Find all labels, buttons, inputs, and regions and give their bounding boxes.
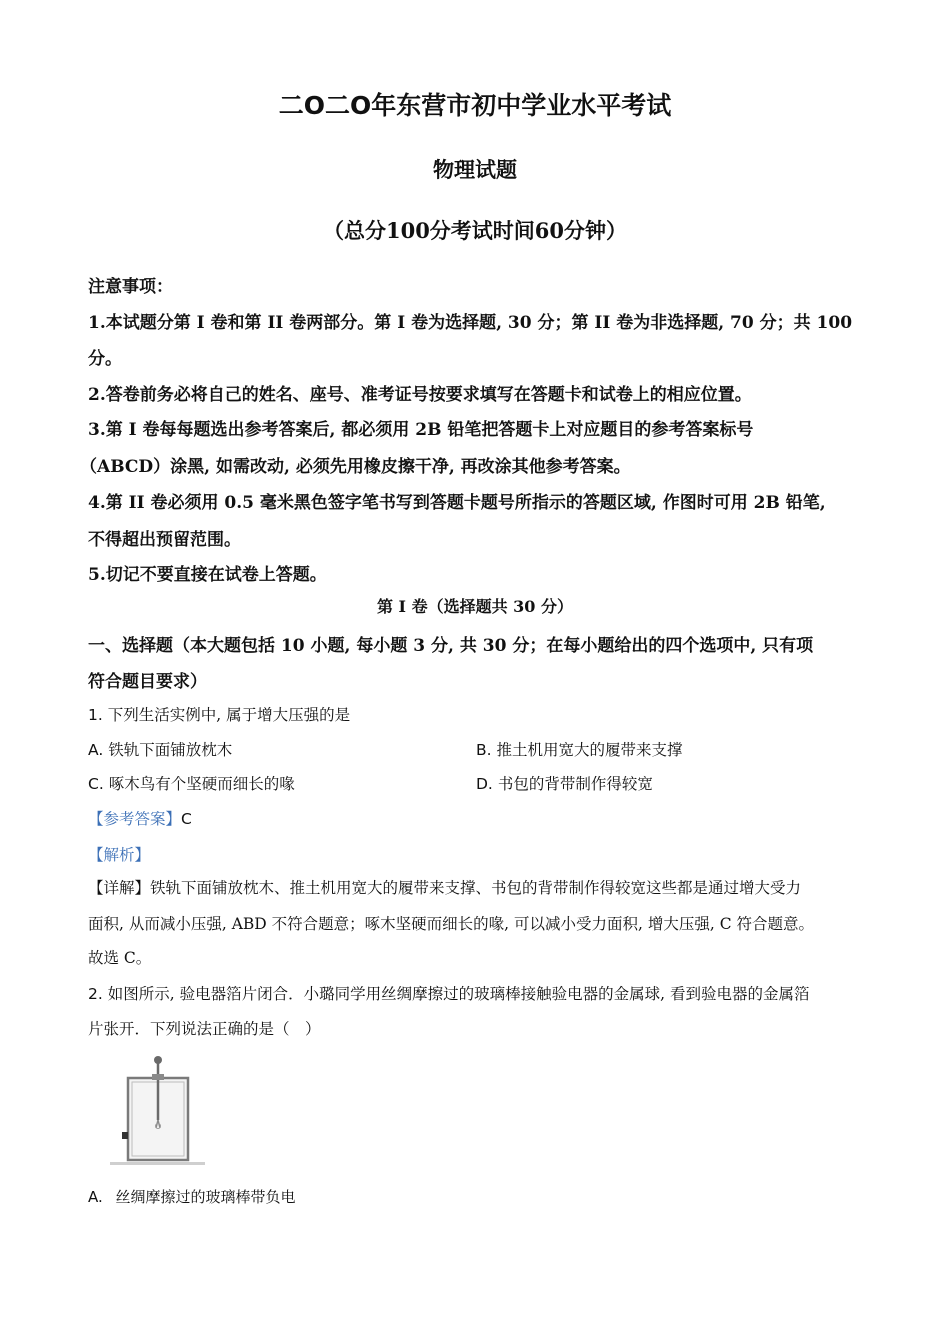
answer-line (88, 807, 192, 829)
option-text: 丝绸摩擦过的玻璃棒带负电 (115, 1188, 296, 1206)
detail-line: 故选 C。 (88, 949, 152, 967)
option-a (88, 738, 232, 760)
exam-title: 二O二O年东营市初中学业水平考试 (278, 91, 672, 120)
question-number: 2. (88, 985, 103, 1003)
notice-line: 3.第 I 卷每每题选出参考答案后, 都必须用 2B 铅笔把答题卡上对应题目的参考答案标号 (88, 420, 754, 440)
detail-text: 铁轨下面铺放枕木、推土机用宽大的履带来支撑、书包的背带制作得较宽这些都是通过增大受力 (150, 879, 802, 897)
question-number: 1. (88, 706, 103, 724)
notice-line: 分。 (88, 349, 122, 369)
detail-line: 面积, 从而减小压强, ABD 不符合题意；啄木坚硬而细长的喙, 可以减小受力面积, 增大压强, C 符合题意。 (88, 915, 814, 933)
question-2-stem-cont: 片张开．下列说法正确的是（ ） (88, 1020, 321, 1038)
notice-line: 5.切记不要直接在试卷上答题。 (88, 565, 327, 585)
notice-line: 不得超出预留范围。 (88, 530, 241, 550)
section-heading: 符合题目要求） (88, 672, 207, 692)
option-letter: B. (476, 741, 492, 759)
notice-line: （ABCD）涂黑, 如需改动, 必须先用橡皮擦干净, 再改涂其他参考答案。 (80, 457, 631, 477)
option-b (476, 738, 683, 760)
exam-info: （总分100分考试时间60分钟） (322, 218, 628, 243)
option-c (88, 772, 295, 794)
option-text: 铁轨下面铺放枕木 (108, 741, 233, 759)
option-text: 啄木鸟有个坚硬而细长的喙 (108, 775, 295, 793)
detail-label: 【详解】 (88, 879, 151, 897)
option-text: 书包的背带制作得较宽 (497, 775, 653, 793)
electroscope-figure (110, 1050, 205, 1168)
option-d (476, 772, 653, 794)
section-heading: 一、选择题（本大题包括 10 小题, 每小题 3 分, 共 30 分；在每小题给出的四个选项中, 只有项 (88, 636, 814, 656)
section-title: 第 I 卷（选择题共 30 分） (376, 597, 574, 616)
notice-heading: 注意事项： (88, 277, 173, 297)
question-text: 下列生活实例中, 属于增大压强的是 (107, 706, 351, 724)
option-letter: A. (88, 741, 104, 759)
question-2-stem (88, 982, 809, 1004)
question-1-stem (88, 703, 350, 725)
option-text: 推土机用宽大的履带来支撑 (496, 741, 683, 759)
notice-line: 2.答卷前务必将自己的姓名、座号、准考证号按要求填写在答题卡和试卷上的相应位置。 (88, 385, 752, 405)
exam-subtitle: 物理试题 (433, 157, 517, 182)
question-text: 如图所示, 验电器箔片闭合．小璐同学用丝绸摩擦过的玻璃棒接触验电器的金属球, 看到验电器的金属箔 (107, 985, 810, 1003)
detail-line (88, 876, 801, 898)
notice-line: 4.第 II 卷必须用 0.5 毫米黑色签字笔书写到答题卡题号所指示的答题区域, 作图时可用 2B 铅笔, (88, 493, 826, 513)
answer-label: 【参考答案】 (88, 810, 182, 828)
analysis-label: 【解析】 (88, 846, 151, 864)
option-letter: A. (88, 1188, 103, 1206)
answer-value: C (181, 810, 192, 828)
question-2-option-a (88, 1186, 296, 1207)
option-letter: D. (476, 775, 493, 793)
option-letter: C. (88, 775, 104, 793)
notice-line: 1.本试题分第 I 卷和第 II 卷两部分。第 I 卷为选择题, 30 分；第 II 卷为非选择题, 70 分；共 100 (88, 313, 853, 333)
